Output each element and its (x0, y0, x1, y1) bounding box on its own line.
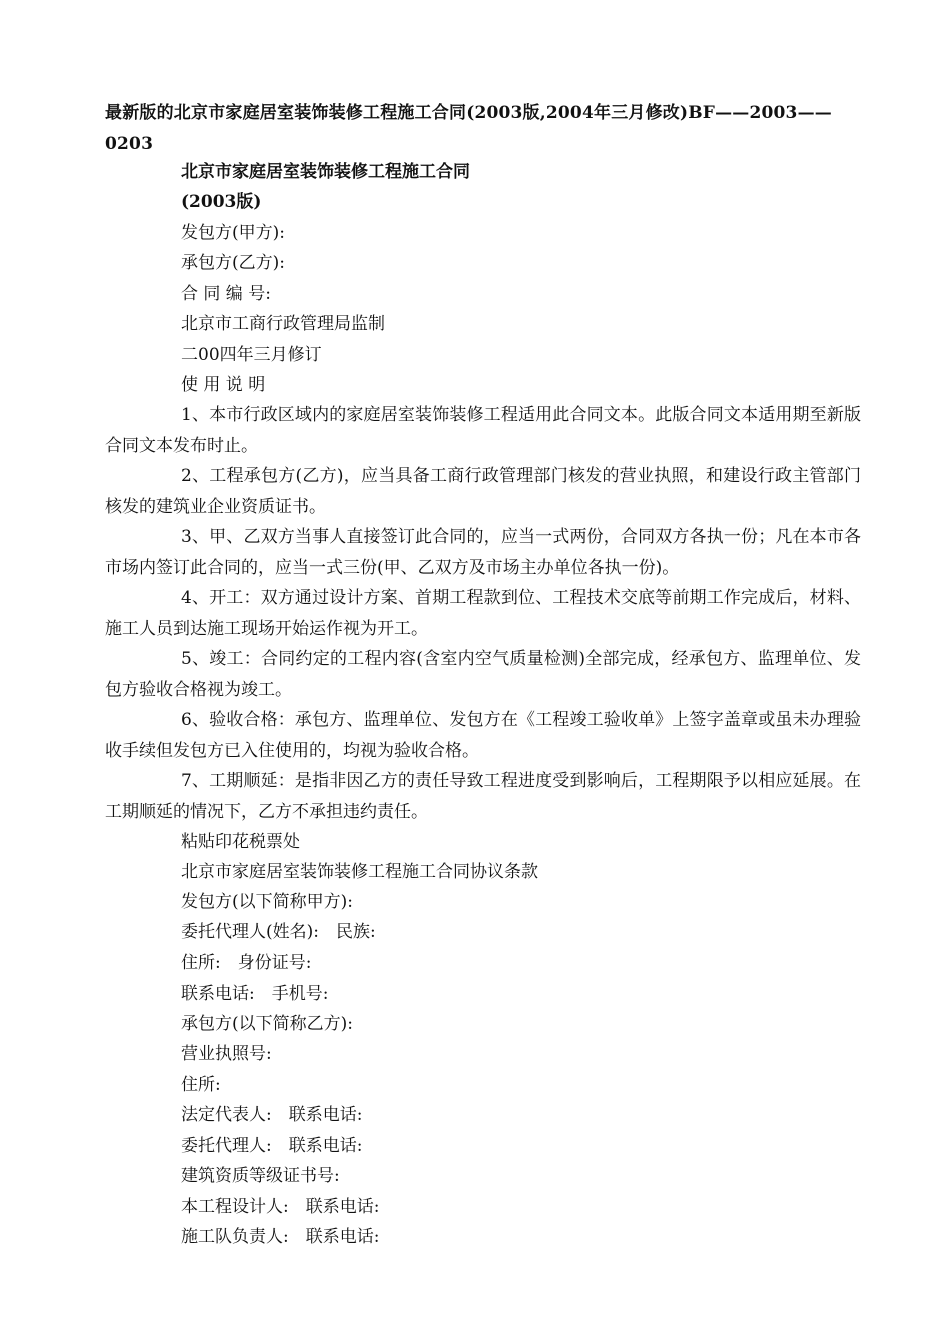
employer-line: 发包方(甲方): (181, 223, 285, 243)
agreement-field: 联系电话: 手机号: (181, 984, 329, 1004)
instruction-item: 2、工程承包方(乙方)，应当具备工商行政管理部门核发的营业执照，和建设行政主管部门核发的建筑业企业资质证书。 (105, 466, 861, 517)
agreement-field: 承包方(以下简称乙方): (181, 1014, 353, 1034)
agreement-field: 住所: (181, 1075, 221, 1095)
supervisor-line: 北京市工商行政管理局监制 (181, 314, 385, 334)
agreement-field: 营业执照号: (181, 1044, 272, 1064)
agreement-field: 法定代表人: 联系电话: (181, 1105, 363, 1125)
document-title: 最新版的北京市家庭居室装饰装修工程施工合同(2003版,2004年三月修改)BF——2003——0203 (105, 103, 832, 154)
instruction-item: 6、验收合格：承包方、监理单位、发包方在《工程竣工验收单》上签字盖章或虽未办理验收手续但发包方已入住使用的，均视为验收合格。 (105, 710, 861, 761)
instruction-item: 7、工期顺延：是指非因乙方的责任导致工程进度受到影响后，工程期限予以相应延展。在工期顺延的情况下，乙方不承担违约责任。 (105, 771, 861, 822)
agreement-field: 本工程设计人: 联系电话: (181, 1197, 380, 1217)
agreement-field: 建筑资质等级证书号: (181, 1166, 340, 1186)
agreement-field: 施工队负责人: 联系电话: (181, 1227, 380, 1247)
contract-edition: (2003版) (181, 192, 262, 212)
stamp-note: 粘贴印花税票处 (181, 832, 300, 852)
revision-line: 二00四年三月修订 (181, 345, 322, 365)
agreement-field: 发包方(以下简称甲方): (181, 892, 353, 912)
instruction-item: 5、竣工：合同约定的工程内容(含室内空气质量检测)全部完成，经承包方、监理单位、发包方验收合格视为竣工。 (105, 649, 861, 700)
contractor-line: 承包方(乙方): (181, 253, 285, 273)
agreement-field: 委托代理人: 联系电话: (181, 1136, 363, 1156)
contract-number-line: 合 同 编 号: (181, 284, 271, 304)
instructions-heading: 使 用 说 明 (181, 375, 266, 395)
agreement-field: 委托代理人(姓名): 民族: (181, 922, 376, 942)
agreement-field: 住所: 身份证号: (181, 953, 312, 973)
contract-heading: 北京市家庭居室装饰装修工程施工合同 (181, 162, 470, 182)
instruction-item: 1、本市行政区域内的家庭居室装饰装修工程适用此合同文本。此版合同文本适用期至新版合同文本发布时止。 (105, 405, 861, 456)
agreement-heading: 北京市家庭居室装饰装修工程施工合同协议条款 (181, 862, 538, 882)
instruction-item: 4、开工：双方通过设计方案、首期工程款到位、工程技术交底等前期工作完成后，材料、施工人员到达施工现场开始运作视为开工。 (105, 588, 861, 639)
instruction-item: 3、甲、乙双方当事人直接签订此合同的，应当一式两份，合同双方各执一份；凡在本市各市场内签订此合同的，应当一式三份(甲、乙双方及市场主办单位各执一份)。 (105, 527, 861, 578)
